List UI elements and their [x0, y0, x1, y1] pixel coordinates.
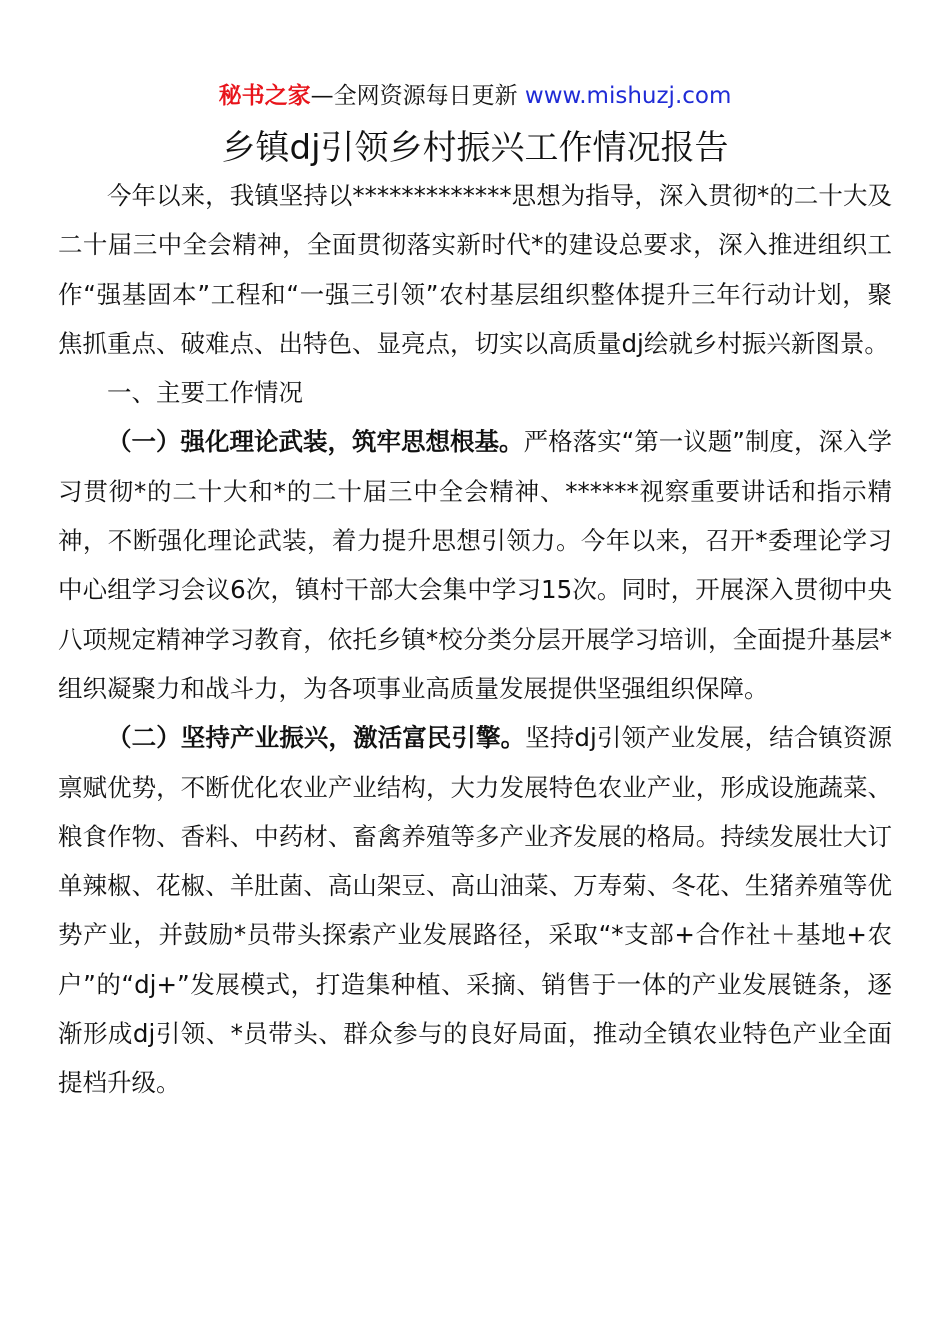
document-title: 乡镇dj引领乡村振兴工作情况报告 [221, 128, 729, 168]
item-text-2: 坚持dj引领产业发展，结合镇资源禀赋优势，不断优化农业产业结构，大力发展特色农业产业，形成设施蔬菜、粮食作物、香料、中药材、畜禽养殖等多产业齐发展的格局。持续发展壮大订单辣椒、花椒、羊肚菌、高山架豆、高山油菜、万寿菊、冬花、生猪养殖等优势产业，并鼓励*员带头探索产业发展路径，采取“*支部+合作社＋基地+农户”的“dj+”发展模式，打造集种植、采摘、销售于一体的产业发展链条，逐渐形成dj引领、*员带头、群众参与的良好局面，推动全镇农业特色产业全面提档升级。 [58, 723, 893, 1098]
item-text-1: 严格落实“第一议题”制度，深入学习贯彻*的二十大和*的二十届三中全会精神、******视察重要讲话和指示精神，不断强化理论武装，着力提升思想引领力。今年以来，召开*委理论学习中心组学习会议6次，镇村干部大会集中学习15次。同时，开展深入贯彻中央八项规定精神学习教育，依托乡镇*校分类分层开展学习培训，全面提升基层*组织凝聚力和战斗力，为各项事业高质量发展提供坚强组织保障。 [58, 427, 892, 703]
site-brand: 秘书之家 [218, 83, 311, 109]
item-paragraph-2 [58, 713, 892, 1107]
document-body [58, 171, 892, 1108]
site-tagline: —全网资源每日更新 [310, 83, 525, 109]
section-heading: 一、主要工作情况 [107, 378, 303, 408]
item-paragraph-1 [58, 417, 892, 713]
item-heading-2: （二）坚持产业振兴，激活富民引擎。 [107, 723, 526, 753]
item-heading-1: （一）强化理论武装，筑牢思想根基。 [107, 427, 524, 457]
site-header [0, 80, 950, 112]
intro-paragraph: 今年以来，我镇坚持以*************思想为指导，深入贯彻*的二十大及二十届三中全会精神，全面贯彻落实新时代*的建设总要求，深入推进组织工作“强基固本”工程和“一强三引领”农村基层组织整体提升三年行动计划，聚焦抓重点、破难点、出特色、显亮点，切实以高质量dj绘就乡村振兴新图景。 [58, 181, 892, 358]
site-url-link[interactable]: www.mishuzj.com [524, 83, 732, 109]
